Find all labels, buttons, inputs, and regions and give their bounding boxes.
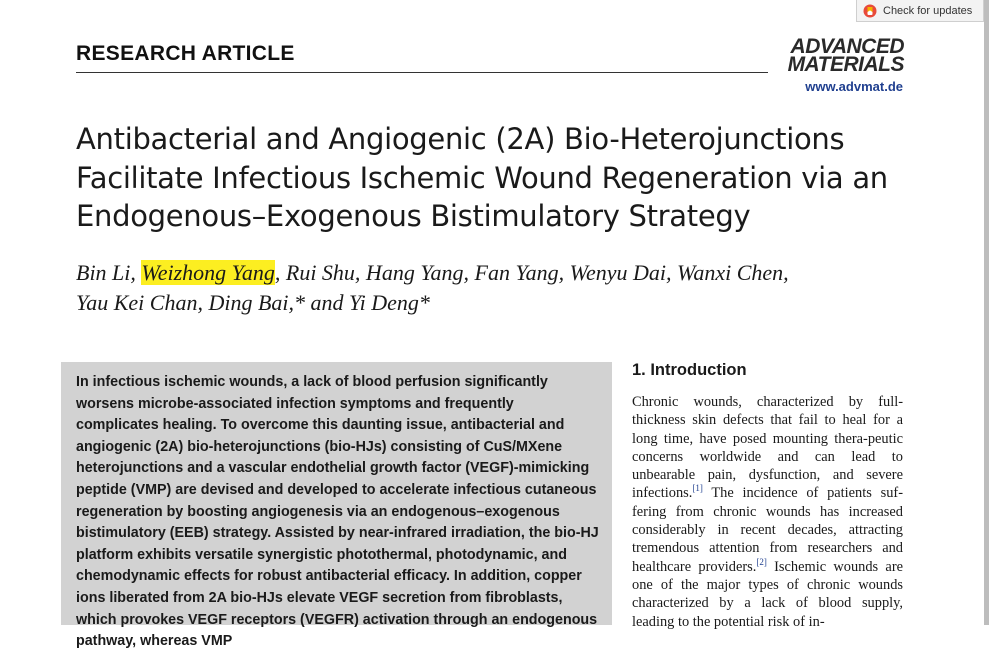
introduction-paragraph xyxy=(632,393,903,631)
author-names: Yau Kei Chan, Ding Bai,* and Yi Deng* xyxy=(76,290,430,315)
journal-logo-line1: ADVANCED xyxy=(790,35,904,58)
journal-logo-line2: MATERIALS xyxy=(787,53,904,76)
header-divider xyxy=(76,72,768,73)
author-list xyxy=(76,258,906,318)
abstract-text: In infectious ischemic wounds, a lack of blood perfusion significantly worsens microbe-associated infection symptoms and frequently complicates healing. To overcome this daunting issue, antibacterial and angiogenic (2A) bio-heterojunctions (bio-HJs) consisting of CuS/MXene heterojunctions and a vascular endothelial growth factor (VEGF)-mimicking peptide (VMP) are devised and developed to accelerate infectious cutaneous regeneration by boosting angiogenesis via an endogenous–exogenous bistimulatory (EEB) strategy. Assisted by near-infrared irradiation, the bio-HJ platform exhibits versatile synergistic photothermal, photodynamic, and chemodynamic effects for robust antibacterial efficacy. In addition, copper ions liberated from 2A bio-HJs elevate VEGF secretion from fibroblasts, which provokes VEGF receptors (VEGFR) activation through an endogenous pathway, whereas VMP xyxy=(76,374,599,650)
citation-link[interactable]: [2] xyxy=(756,556,767,567)
citation-link[interactable]: [1] xyxy=(692,483,703,494)
author-names: , Rui Shu, Hang Yang, Fan Yang, Wenyu Dai, Wanxi Chen, xyxy=(274,260,789,285)
check-for-updates-label: Check for updates xyxy=(883,4,973,17)
introduction-heading: 1. Introduction xyxy=(632,361,747,379)
article-type-label: RESEARCH ARTICLE xyxy=(76,42,295,65)
highlighted-author-name[interactable]: Weizhong Yang xyxy=(141,260,275,285)
crossmark-icon xyxy=(863,4,877,18)
page-edge-shadow xyxy=(984,0,989,625)
check-for-updates-button[interactable] xyxy=(856,0,984,22)
introduction-text: Ischemic wounds are one of the major types of chronic wounds characterized by a lack of blood supply, leading to the potential risk of in- xyxy=(632,558,903,630)
author-name: Bin Li, xyxy=(76,260,136,285)
journal-url-link[interactable]: www.advmat.de xyxy=(805,79,903,94)
introduction-text: The incidence of patients suf-fering from chronic wounds has increased considerably in recent decades, attracting tremendous attention from researchers and healthcare providers. xyxy=(632,485,903,575)
journal-logo xyxy=(770,35,904,76)
article-title: Antibacterial and Angiogenic (2A) Bio-Heterojunctions Facilitate Infectious Ischemic Wound Regeneration via an Endogenous–Exogenous Bistimulatory Strategy xyxy=(76,122,888,233)
introduction-text: Chronic wounds, characterized by full-thickness skin defects that fail to heal for a long time, have posed mounting thera-peutic concerns worldwide and can lead to unbearable pain, dysfunction, and severe infections. xyxy=(632,394,903,502)
